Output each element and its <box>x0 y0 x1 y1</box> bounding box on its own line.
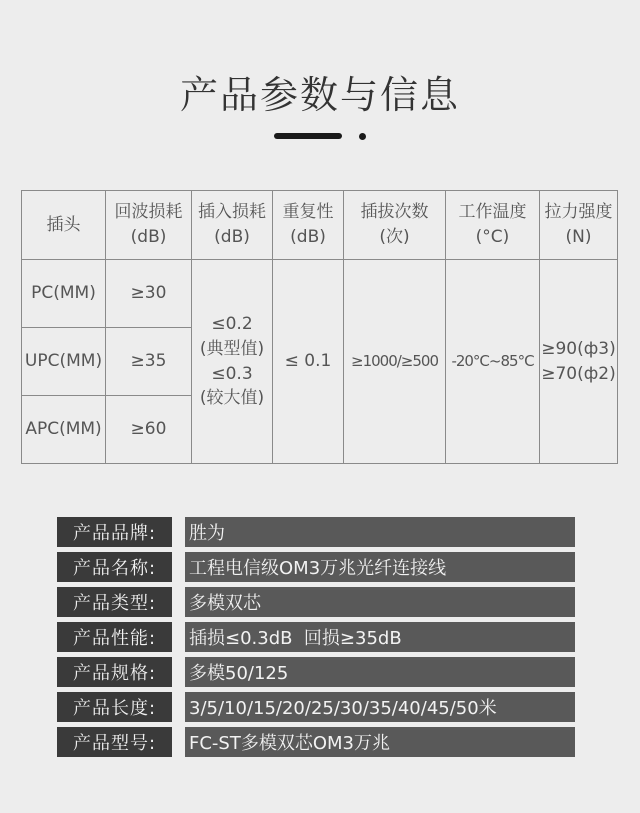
info-row-type <box>57 587 575 617</box>
spec-table <box>21 190 618 464</box>
title-underline-dot <box>359 133 366 140</box>
table-header-row <box>22 191 618 260</box>
info-value: 工程电信级OM3万兆光纤连接线 <box>185 552 575 582</box>
info-value: FC-ST多模双芯OM3万兆 <box>185 727 575 757</box>
table-row <box>22 260 618 328</box>
cell-tensile: ≥90(ф3) ≥70(ф2) <box>540 260 618 464</box>
info-row-name <box>57 552 575 582</box>
cell-insertion-loss: ≤0.2 (典型值) ≤0.3 (较大值) <box>192 260 273 464</box>
product-info-list <box>57 517 575 762</box>
title-underline-dash <box>274 133 342 139</box>
cell-repeatability: ≤ 0.1 <box>273 260 344 464</box>
info-row-model <box>57 727 575 757</box>
info-value: 多模50/125 <box>185 657 575 687</box>
page-title: 产品参数与信息 <box>179 73 460 117</box>
info-value: 插损≤0.3dB 回损≥35dB <box>185 622 575 652</box>
header-operating-temp: 工作温度 (°C) <box>446 191 540 260</box>
info-label: 产品名称: <box>57 552 172 582</box>
info-label: 产品规格: <box>57 657 172 687</box>
cell-return-loss: ≥30 <box>106 260 192 328</box>
info-value: 3/5/10/15/20/25/30/35/40/45/50米 <box>185 692 575 722</box>
info-label: 产品型号: <box>57 727 172 757</box>
info-row-length <box>57 692 575 722</box>
info-label: 产品长度: <box>57 692 172 722</box>
info-value: 多模双芯 <box>185 587 575 617</box>
info-row-brand <box>57 517 575 547</box>
header-insertion-loss: 插入损耗 (dB) <box>192 191 273 260</box>
cell-operating-temp: -20°C~85°C <box>446 260 540 464</box>
header-repeatability: 重复性 (dB) <box>273 191 344 260</box>
header-plug: 插头 <box>22 191 106 260</box>
info-value: 胜为 <box>185 517 575 547</box>
cell-return-loss: ≥60 <box>106 396 192 464</box>
info-row-spec <box>57 657 575 687</box>
cell-return-loss: ≥35 <box>106 328 192 396</box>
cell-plug: UPC(MM) <box>22 328 106 396</box>
info-label: 产品品牌: <box>57 517 172 547</box>
cell-mating-cycles: ≥1000/≥500 <box>344 260 446 464</box>
header-mating-cycles: 插拔次数 (次) <box>344 191 446 260</box>
cell-plug: PC(MM) <box>22 260 106 328</box>
info-label: 产品类型: <box>57 587 172 617</box>
cell-plug: APC(MM) <box>22 396 106 464</box>
header-return-loss: 回波损耗 (dB) <box>106 191 192 260</box>
info-row-performance <box>57 622 575 652</box>
header-tensile: 拉力强度 (N) <box>540 191 618 260</box>
info-label: 产品性能: <box>57 622 172 652</box>
